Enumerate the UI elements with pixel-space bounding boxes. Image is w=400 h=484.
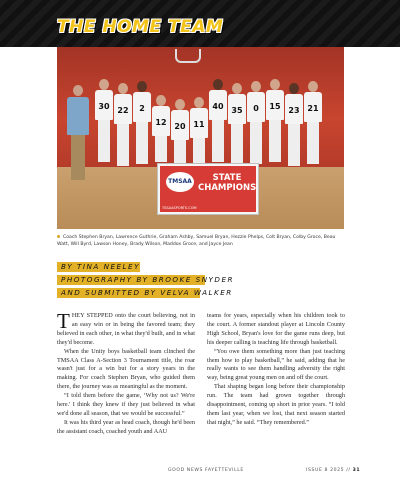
section-title: THE HOME TEAM (57, 17, 224, 37)
team-photo (57, 47, 344, 229)
article-paragraph (57, 309, 195, 348)
jersey-number: 23 (288, 106, 300, 115)
article-paragraph: It was his third year as head coach, though he'd been the assistant coach, coached youth and AAU (57, 418, 195, 435)
coach-figure (67, 85, 89, 185)
tmsaa-logo: TMSAA (166, 172, 194, 192)
jersey-number: 12 (155, 118, 167, 127)
jersey-number: 20 (174, 122, 186, 131)
bylines (57, 262, 234, 301)
page-header (0, 0, 400, 47)
drop-cap: T (57, 309, 70, 333)
player-figure (266, 79, 284, 179)
banner-footer: TSSAASPORTS.COM (162, 206, 197, 210)
caption-text: Coach Stephen Bryan, Lawrence Guthrie, Graham Ashby, Samuel Bryan, Hezzie Phelps, Colt Bryan, Colby Groce, Beau Watt, Will Byrd, Lawson Honey, Brady Wilson, Maddox Groce, and Jayce Jean (57, 235, 336, 247)
jersey-number: 22 (117, 106, 129, 115)
byline-author: BY TINA NEELEY (57, 262, 140, 272)
jersey-number: 21 (307, 104, 319, 113)
jersey-number: 35 (231, 106, 243, 115)
issue-label: ISSUE 8 2025 // (306, 468, 351, 473)
player-figure (304, 81, 322, 181)
jersey-number: 2 (139, 104, 145, 113)
jersey-number: 11 (193, 120, 205, 129)
byline-submitter: AND SUBMITTED BY VELVA WALKER (57, 288, 200, 298)
article-paragraph: When the Unity boys basketball team clinched the TMSAA Class A-Section 3 Tournament title, the roar wasn't just for a win but for a story years in the making. For coach Stephen Bryan, who guided them there, the journey was as meaningful as the moment. (57, 347, 195, 391)
magazine-name: GOOD NEWS FAYETTEVILLE (168, 468, 244, 473)
article-paragraph: “I told them before the game, ‘Why not us? We're here.' I think they knew if they just believed in what we'd done all season, that we would be successful.” (57, 392, 195, 417)
player-figure (133, 81, 151, 181)
jersey-number: 0 (253, 104, 259, 113)
issue-info (306, 468, 360, 473)
banner-text (198, 173, 256, 193)
banner-line-2: CHAMPIONS (198, 183, 257, 193)
article-paragraph: “You owe them something more than just teaching them how to play basketball,” he said, adding that he really wants to see them handling adversity the right way, being great young men on and off the court. (207, 347, 345, 382)
paragraph-text: HEY STEPPED onto the court believing, not in an easy win or in being the favored team; they believed in each other, in what they'd built, and in what they'd become. (57, 312, 195, 346)
player-figure (114, 83, 132, 183)
page-number: 31 (352, 468, 361, 473)
photo-caption (57, 235, 343, 248)
byline-photographer: PHOTOGRAPHY BY BROOKE SNYDER (57, 275, 205, 285)
jersey-number: 30 (98, 102, 110, 111)
article-paragraph: teams for years, especially when his children took to the court. A former standout player at Lincoln County High School, Bryan's love for the game runs deep, but his deeper calling is teaching life through basketball. (207, 312, 345, 346)
caption-bullet-icon (57, 235, 60, 238)
article-paragraph: That shaping began long before their championship run. The team had grown together through disappointment, coming up short in prior years. “I told them last year, when we lost, that next season started that night,” he said. “They remembered.” (207, 383, 345, 426)
player-figure (95, 79, 113, 179)
champions-banner (157, 163, 259, 215)
article-column-2 (207, 312, 345, 428)
jersey-number: 15 (269, 102, 281, 111)
basketball-hoop-icon (175, 49, 201, 63)
article-column-1 (57, 309, 195, 437)
banner-line-1: STATE (212, 173, 242, 183)
player-figure (285, 83, 303, 183)
jersey-number: 40 (212, 102, 224, 111)
